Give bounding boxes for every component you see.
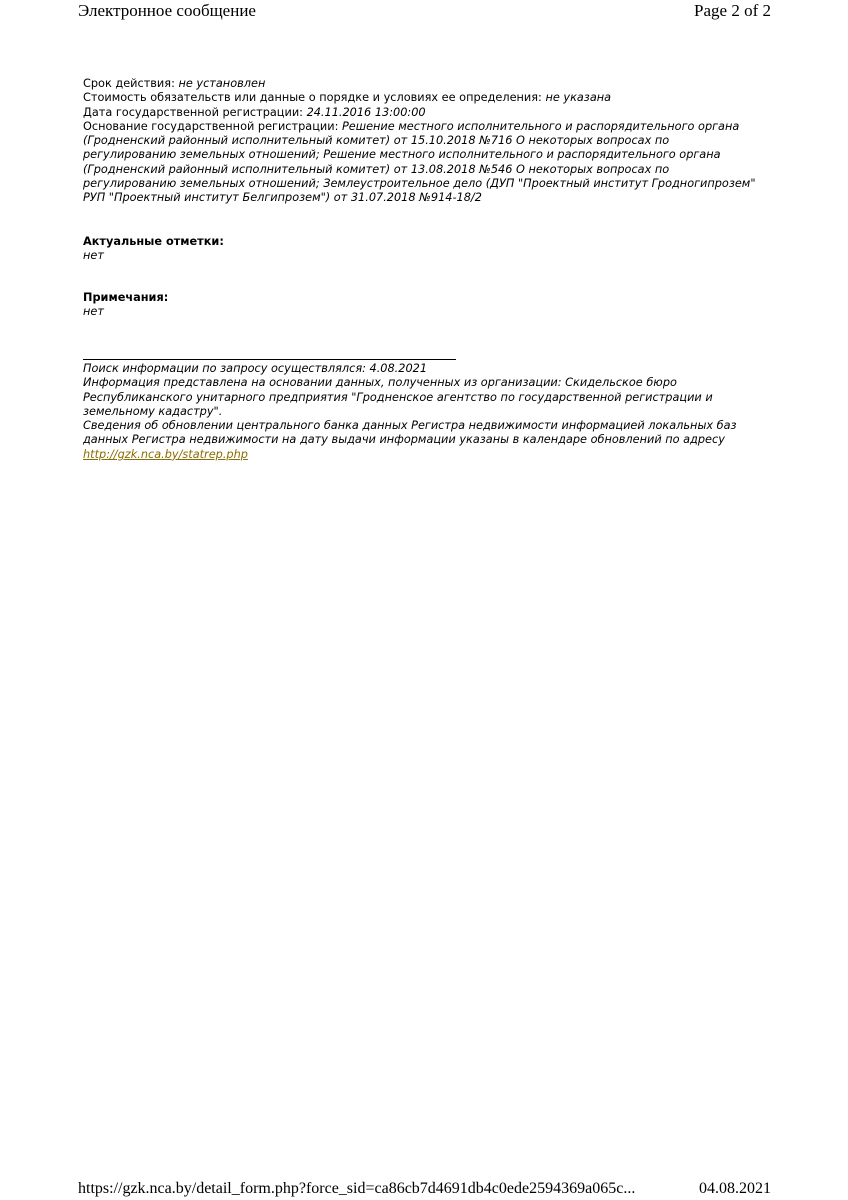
actual-marks-section	[83, 235, 224, 264]
info-text: Информация представлена на основании данных, полученных из организации: Скидельское бюро	[83, 376, 677, 390]
footer-date: 04.08.2021	[699, 1180, 771, 1197]
search-date-text: Поиск информации по запросу осуществлялся: 4.08.2021	[83, 362, 428, 375]
validity-value: не установлен	[178, 77, 266, 90]
info-text: Сведения об обновлении центрального банка данных Регистра недвижимости информацией локальных баз	[83, 419, 737, 433]
regdate-value: 24.11.2016 13:00:00	[306, 105, 426, 119]
divider	[83, 359, 456, 360]
basis-text: регулированию земельных отношений; Решение местного исполнительного и распорядительного органа	[83, 148, 721, 162]
validity-row	[83, 77, 756, 91]
regdate-row	[83, 106, 756, 120]
basis-text: (Гродненский районный исполнительный комитет) от 15.10.2018 №716 О некоторых вопросах по	[83, 134, 670, 148]
footer-url: https://gzk.nca.by/detail_form.php?force_sid=ca86cb7d4691db4c0ede2594369a065c...	[78, 1180, 636, 1197]
basis-text: (Гродненский районный исполнительный комитет) от 13.08.2018 №546 О некоторых вопросах по	[83, 162, 670, 176]
info-text: Республиканского унитарного предприятия "Гродненское агентство по государственной регистрации и	[83, 390, 713, 404]
basis-row	[83, 120, 756, 134]
section-heading: Актуальные отметки:	[83, 235, 224, 248]
section-heading: Примечания:	[83, 291, 169, 304]
source-info	[83, 362, 737, 462]
notes-section	[83, 291, 168, 320]
document-title: Электронное сообщение	[78, 1, 256, 20]
regdate-label: Дата государственной регистрации:	[83, 105, 307, 119]
page-number: Page 2 of 2	[694, 1, 771, 20]
basis-text: регулированию земельных отношений; Землеустроительное дело (ДУП "Проектный институт Гродногипрозем"	[83, 177, 756, 191]
info-text: данных Регистра недвижимости на дату выдачи информации указаны в календаре обновлений по адресу	[83, 433, 725, 447]
cost-label: Стоимость обязательств или данные о порядке и условиях ее определения:	[83, 91, 546, 105]
cost-row	[83, 91, 756, 105]
info-text: земельному кадастру".	[83, 404, 223, 418]
cost-value: не указана	[545, 91, 612, 105]
basis-label: Основание государственной регистрации:	[83, 119, 342, 133]
validity-label: Срок действия:	[83, 77, 179, 90]
basis-text: Решение местного исполнительного и распорядительного органа	[341, 119, 740, 133]
statrep-link[interactable]: http://gzk.nca.by/statrep.php	[83, 447, 248, 461]
section-value: нет	[83, 305, 104, 319]
section-value: нет	[83, 249, 104, 263]
record-details	[83, 77, 756, 206]
basis-text: РУП "Проектный институт Белгипрозем") от 31.07.2018 №914-18/2	[83, 191, 482, 205]
